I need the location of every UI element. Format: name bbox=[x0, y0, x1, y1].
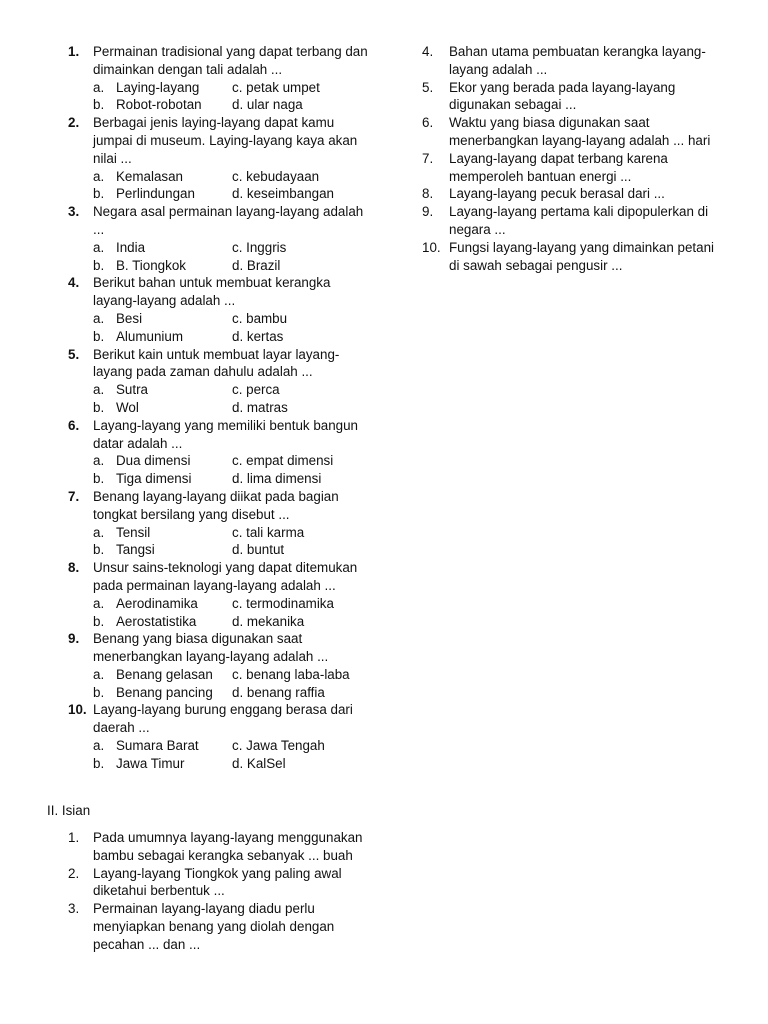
option-text: Perlindungan bbox=[116, 186, 195, 202]
option-right: d. lima dimensi bbox=[232, 471, 322, 487]
option-right: d. Brazil bbox=[232, 257, 281, 273]
option-text: Besi bbox=[116, 310, 143, 326]
option-letter: a. bbox=[93, 524, 105, 540]
question-item bbox=[68, 630, 368, 666]
option-text: B. Tiongkok bbox=[116, 257, 186, 273]
option-text: Tiga dimensi bbox=[116, 471, 192, 487]
fill-in-item bbox=[422, 185, 727, 203]
option-right: c. bambu bbox=[232, 310, 288, 326]
option-right: d. keseimbangan bbox=[232, 186, 334, 202]
question-text: Unsur sains-teknologi yang dapat ditemukan pada permainan layang-layang adalah ... bbox=[93, 560, 358, 593]
option-letter: a. bbox=[93, 79, 105, 95]
option-row bbox=[93, 524, 368, 542]
option-row bbox=[93, 328, 368, 346]
isian-list bbox=[68, 829, 368, 954]
option-letter: a. bbox=[93, 595, 105, 611]
option-text: Alumunium bbox=[116, 328, 183, 344]
option-text: Jawa Timur bbox=[116, 755, 185, 771]
option-right: d. kertas bbox=[232, 328, 284, 344]
question-item bbox=[68, 274, 368, 310]
option-row bbox=[93, 239, 368, 257]
option-left bbox=[93, 257, 232, 275]
option-right: d. KalSel bbox=[232, 755, 286, 771]
option-right: d. mekanika bbox=[232, 613, 305, 629]
question-text: Layang-layang burung enggang berasa dari daerah ... bbox=[93, 702, 353, 736]
isian-item bbox=[68, 900, 368, 953]
option-row bbox=[93, 257, 368, 275]
option-left bbox=[93, 168, 232, 186]
question-number: 10. bbox=[68, 702, 87, 718]
question-item bbox=[68, 203, 368, 239]
option-left bbox=[93, 239, 232, 257]
option-left bbox=[93, 185, 232, 203]
option-row bbox=[93, 595, 368, 613]
option-left bbox=[93, 737, 232, 755]
option-left bbox=[93, 541, 232, 559]
option-row bbox=[93, 79, 368, 97]
option-right: c. empat dimensi bbox=[232, 453, 334, 469]
option-letter: b. bbox=[93, 613, 105, 629]
question-text: Layang-layang yang memiliki bentuk bangun datar adalah ... bbox=[93, 417, 359, 451]
fill-in-item bbox=[422, 239, 727, 275]
option-letter: a. bbox=[93, 168, 105, 184]
question-text: Layang-layang pecuk berasal dari ... bbox=[449, 186, 665, 202]
option-right: c. benang laba-laba bbox=[232, 666, 350, 682]
option-right: d. benang raffia bbox=[232, 684, 325, 700]
option-text: Tensil bbox=[116, 524, 151, 540]
question-number: 1. bbox=[68, 830, 80, 845]
option-letter: b. bbox=[93, 542, 105, 558]
question-number: 4. bbox=[68, 275, 80, 291]
question-text: Fungsi layang-layang yang dimainkan petani di sawah sebagai pengusir ... bbox=[449, 239, 715, 273]
option-text: Laying-layang bbox=[116, 79, 200, 95]
question-text: Waktu yang biasa digunakan saat menerbangkan layang-layang adalah ... hari bbox=[449, 115, 711, 148]
option-row bbox=[93, 666, 368, 684]
question-number: 8. bbox=[422, 186, 434, 202]
option-text: Wol bbox=[116, 399, 139, 415]
option-row bbox=[93, 541, 368, 559]
option-left bbox=[93, 381, 232, 399]
option-left bbox=[93, 595, 232, 613]
option-left bbox=[93, 684, 232, 702]
option-letter: a. bbox=[93, 666, 105, 682]
fill-in-item bbox=[422, 150, 727, 186]
question-text: Permainan tradisional yang dapat terbang dan dimainkan dengan tali adalah ... bbox=[93, 44, 368, 77]
option-letter: b. bbox=[93, 97, 105, 113]
option-letter: b. bbox=[93, 684, 105, 700]
question-text: Berikut bahan untuk membuat kerangka layang-layang adalah ... bbox=[93, 275, 331, 309]
question-number: 9. bbox=[68, 631, 80, 647]
option-letter: a. bbox=[93, 453, 105, 469]
option-row bbox=[93, 684, 368, 702]
option-row bbox=[93, 381, 368, 399]
option-right: c. tali karma bbox=[232, 524, 305, 540]
option-row bbox=[93, 452, 368, 470]
question-item bbox=[68, 417, 368, 453]
question-text: Berikut kain untuk membuat layar layang-layang pada zaman dahulu adalah ... bbox=[93, 346, 340, 380]
option-right: d. matras bbox=[232, 399, 288, 415]
option-row bbox=[93, 755, 368, 773]
option-letter: b. bbox=[93, 471, 105, 487]
fill-in-item bbox=[422, 43, 727, 79]
option-right: c. Inggris bbox=[232, 239, 287, 255]
option-left bbox=[93, 452, 232, 470]
question-number: 4. bbox=[422, 44, 434, 59]
option-text: Dua dimensi bbox=[116, 453, 191, 469]
fill-in-list-continued bbox=[422, 43, 727, 274]
option-text: Aerodinamika bbox=[116, 595, 198, 611]
option-left bbox=[93, 666, 232, 684]
question-number: 6. bbox=[68, 417, 80, 433]
option-left bbox=[93, 613, 232, 631]
question-number: 3. bbox=[68, 901, 80, 917]
option-left bbox=[93, 328, 232, 346]
option-text: Kemalasan bbox=[116, 168, 183, 184]
option-right: c. perca bbox=[232, 382, 280, 398]
option-left bbox=[93, 310, 232, 328]
option-letter: a. bbox=[93, 382, 105, 398]
option-right: d. ular naga bbox=[232, 97, 303, 113]
question-number: 8. bbox=[68, 560, 80, 576]
question-item bbox=[68, 559, 368, 595]
question-number: 9. bbox=[422, 204, 434, 220]
fill-in-item bbox=[422, 203, 727, 239]
question-text: Berbagai jenis laying-layang dapat kamu jumpai di museum. Laying-layang kaya akan nilai ... bbox=[93, 115, 358, 166]
option-left bbox=[93, 79, 232, 97]
fill-in-item bbox=[422, 79, 727, 115]
option-row bbox=[93, 168, 368, 186]
option-row bbox=[93, 96, 368, 114]
option-right: c. termodinamika bbox=[232, 595, 334, 611]
option-letter: b. bbox=[93, 257, 105, 273]
option-letter: b. bbox=[93, 755, 105, 771]
option-letter: a. bbox=[93, 738, 105, 754]
question-item bbox=[68, 114, 368, 167]
question-text: Layang-layang dapat terbang karena memperoleh bantuan energi ... bbox=[449, 150, 668, 184]
question-text: Bahan utama pembuatan kerangka layang-layang adalah ... bbox=[449, 44, 706, 77]
option-left bbox=[93, 755, 232, 773]
question-number: 10. bbox=[422, 239, 441, 255]
option-text: Aerostatistika bbox=[116, 613, 197, 629]
question-number: 7. bbox=[422, 150, 434, 166]
option-text: Sumara Barat bbox=[116, 738, 199, 754]
option-letter: b. bbox=[93, 328, 105, 344]
question-text: Layang-layang pertama kali dipopulerkan di negara ... bbox=[449, 204, 709, 237]
question-text: Ekor yang berada pada layang-layang digunakan sebagai ... bbox=[449, 79, 676, 113]
option-left bbox=[93, 470, 232, 488]
question-number: 2. bbox=[68, 865, 80, 881]
question-text: Pada umumnya layang-layang menggunakan bambu sebagai kerangka sebanyak ... buah bbox=[93, 830, 363, 863]
option-row bbox=[93, 399, 368, 417]
option-letter: a. bbox=[93, 310, 105, 326]
option-text: Tangsi bbox=[116, 542, 155, 558]
question-text: Permainan layang-layang diadu perlu menyiapkan benang yang diolah dengan pecahan ... dan ... bbox=[93, 901, 335, 952]
question-item bbox=[68, 43, 368, 79]
question-text: Benang layang-layang diikat pada bagian tongkat bersilang yang disebut ... bbox=[93, 488, 339, 522]
option-row bbox=[93, 613, 368, 631]
option-row bbox=[93, 185, 368, 203]
question-item bbox=[68, 701, 368, 737]
question-number: 3. bbox=[68, 204, 80, 220]
multiple-choice-list bbox=[68, 43, 368, 773]
section-title: II. Isian bbox=[47, 803, 91, 818]
question-number: 5. bbox=[68, 346, 80, 362]
question-number: 1. bbox=[68, 44, 80, 59]
option-left bbox=[93, 399, 232, 417]
option-row bbox=[93, 470, 368, 488]
question-number: 2. bbox=[68, 115, 80, 131]
option-letter: a. bbox=[93, 239, 105, 255]
question-text: Layang-layang Tiongkok yang paling awal diketahui berbentuk ... bbox=[93, 865, 342, 899]
option-row bbox=[93, 737, 368, 755]
fill-in-item bbox=[422, 114, 727, 150]
question-number: 7. bbox=[68, 488, 80, 504]
option-row bbox=[93, 310, 368, 328]
option-text: Sutra bbox=[116, 382, 149, 398]
isian-item bbox=[68, 829, 368, 865]
option-text: Benang gelasan bbox=[116, 666, 213, 682]
question-text: Negara asal permainan layang-layang adalah ... bbox=[93, 204, 364, 237]
option-right: d. buntut bbox=[232, 542, 285, 558]
question-item bbox=[68, 488, 368, 524]
option-letter: b. bbox=[93, 186, 105, 202]
question-item bbox=[68, 346, 368, 382]
option-left bbox=[93, 524, 232, 542]
option-letter: b. bbox=[93, 399, 105, 415]
option-left bbox=[93, 96, 232, 114]
option-right: c. kebudayaan bbox=[232, 168, 320, 184]
isian-item bbox=[68, 865, 368, 901]
option-text: India bbox=[116, 239, 146, 255]
option-right: c. Jawa Tengah bbox=[232, 738, 325, 754]
option-text: Benang pancing bbox=[116, 684, 213, 700]
option-right: c. petak umpet bbox=[232, 79, 320, 95]
question-text: Benang yang biasa digunakan saat menerbangkan layang-layang adalah ... bbox=[93, 631, 329, 665]
question-number: 5. bbox=[422, 79, 434, 95]
option-text: Robot-robotan bbox=[116, 97, 202, 113]
question-number: 6. bbox=[422, 115, 434, 131]
